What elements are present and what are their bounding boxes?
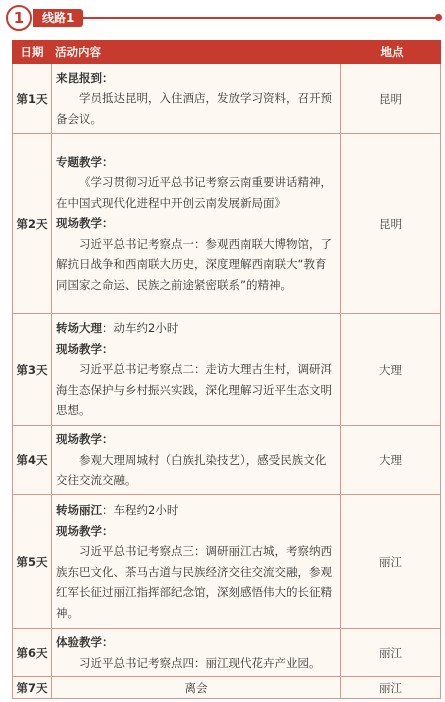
section-header (0, 0, 445, 36)
activity-cell (52, 495, 341, 629)
block-body: 习近平总书记考察点二：走访大理古生村，调研洱海生态保护与乡村振兴实践，深化理解习近平生态文明思想。 (56, 362, 332, 418)
location-cell: 丽江 (341, 495, 441, 629)
day-cell: 第3天 (13, 314, 52, 426)
header-location: 地点 (341, 41, 441, 64)
block-body: 习近平总书记考察点四：丽江现代花卉产业园。 (79, 655, 321, 670)
header-activity: 活动内容 (52, 41, 341, 64)
block-heading: 现场教学： (56, 523, 114, 538)
table-row (13, 495, 441, 629)
block-heading: 现场教学： (56, 432, 114, 447)
day-cell: 第2天 (13, 134, 52, 314)
block-heading: 现场教学： (56, 341, 114, 356)
block-heading: 现场教学： (56, 216, 114, 231)
block-heading: 体验教学： (56, 635, 114, 649)
day-cell: 第4天 (13, 426, 52, 495)
header-divider (78, 17, 437, 19)
location-cell: 昆明 (341, 64, 441, 134)
location-cell: 丽江 (341, 629, 441, 677)
activity-cell (52, 629, 341, 677)
block-body: 学员抵达昆明，入住酒店，发放学习资料，召开预备会议。 (56, 91, 332, 126)
day-cell: 第5天 (13, 495, 52, 629)
activity-cell (52, 64, 341, 134)
location-cell: 丽江 (341, 677, 441, 699)
section-title: 线路1 (33, 9, 83, 27)
location-cell: 大理 (341, 314, 441, 426)
activity-cell (52, 134, 341, 314)
day-cell: 第7天 (13, 677, 52, 699)
block-heading: 来昆报到： (56, 70, 114, 85)
block-heading: 专题教学： (56, 154, 114, 169)
transfer-line (56, 318, 334, 339)
block-body: 参观大理周城村（白族扎染技艺），感受民族文化交往交流交融。 (56, 452, 327, 488)
block-body: 习近平总书记考察点三：调研丽江古城，考察纳西族东巴文化、茶马古道与民族经济交往交流交融，参观红军长征过丽江指挥部纪念馆，深刻感悟伟大的长征精神。 (56, 544, 332, 620)
block-body: 《学习贯彻习近平总书记考察云南重要讲话精神，在中国式现代化进程中开创云南发展新局面》 (56, 175, 332, 210)
table-row (13, 426, 441, 495)
location-cell: 昆明 (341, 134, 441, 314)
transfer-line (56, 500, 334, 521)
header-day: 日期 (13, 41, 52, 64)
day-cell: 第1天 (13, 64, 52, 134)
table-header-row (13, 41, 441, 64)
table-row (13, 134, 441, 314)
activity-cell (52, 426, 341, 495)
transfer-label: 转场大理 (56, 321, 102, 336)
activity-cell (52, 314, 341, 426)
transfer-detail: ：动车约2小时 (102, 321, 179, 336)
table-row (13, 64, 441, 134)
transfer-label: 转场丽江 (56, 503, 102, 517)
table-row (13, 629, 441, 677)
day-cell: 第6天 (13, 629, 52, 677)
transfer-detail: ：车程约2小时 (102, 503, 179, 517)
header-dot-icon (435, 14, 442, 21)
section-number-badge: 1 (6, 5, 32, 31)
table-row (13, 314, 441, 426)
block-body: 习近平总书记考察点一：参观西南联大博物馆，了解抗日战争和西南联大历史，深度理解西南联大“教育同国家之命运、民族之前途紧密联系”的精神。 (56, 236, 332, 292)
table-row (13, 677, 441, 699)
activity-cell: 离会 (52, 677, 341, 699)
schedule-table (12, 40, 441, 699)
location-cell: 大理 (341, 426, 441, 495)
